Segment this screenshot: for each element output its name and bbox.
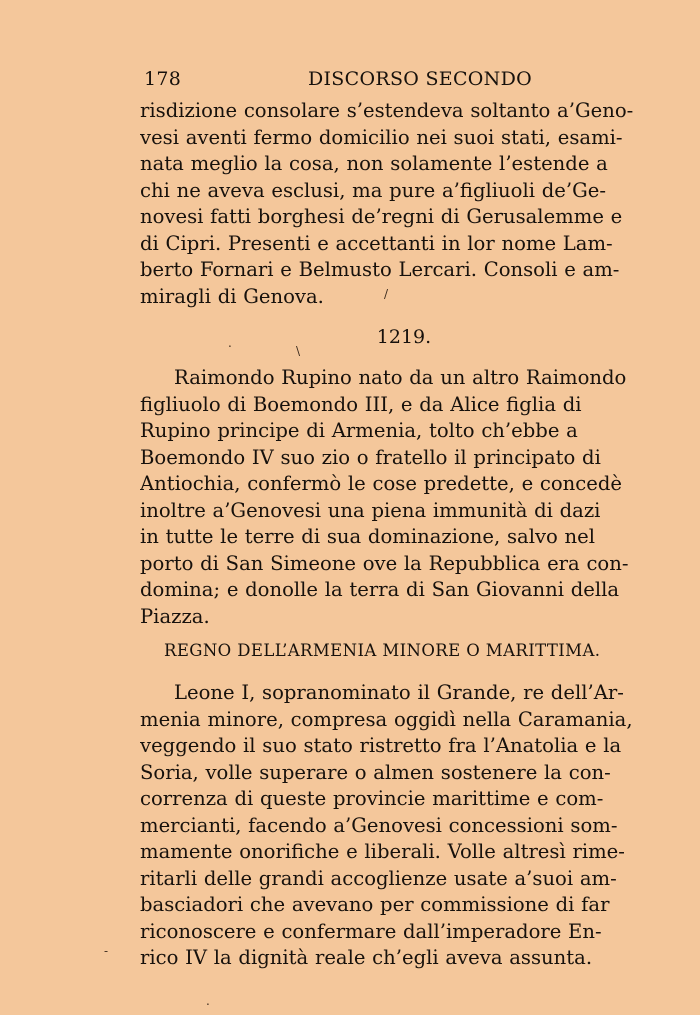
text-line: mercianti, facendo a’Genovesi concessioni som- [140,813,618,837]
text-line: risdizione consolare s’estendeva soltanto a’Geno- [140,99,634,122]
stray-ink-mark: / [384,287,389,301]
text-line: vesi aventi fermo domicilio nei suoi stati, esami- [140,125,623,149]
text-line: miragli di Genova. [140,284,324,308]
text-line: porto di San Simeone ove la Repubblica era con- [140,551,629,575]
page-header [140,68,670,96]
section-heading: REGNO DELL’ARMENIA MINORE O MARITTIMA. [164,641,601,660]
text-line: Rupino principe di Armenia, tolto ch’ebbe a [140,419,578,442]
paragraph-1 [140,98,660,310]
stray-ink-mark: \ [296,344,301,358]
text-line: mamente onorifiche e liberali. Volle altresì rime- [140,840,625,863]
text-line: ritarli delle grandi accoglienze usate a’suoi am- [140,866,617,890]
text-line: figliuolo di Boemondo III, e da Alice figlia di [140,392,582,416]
text-line: domina; e donolle la terra di San Giovanni della [140,578,620,601]
text-line: inoltre a’Genovesi una piena immunità di dazi [140,498,601,522]
text-line: basciadori che avevano per commissione di far [140,893,610,916]
text-line: nata meglio la cosa, non solamente l’estende a [140,152,608,175]
text-line: in tutte le terre di sua dominazione, salvo nel [140,525,596,548]
stray-ink-mark: . [206,994,210,1008]
text-line: menia minore, compresa oggidì nella Caramania, [140,707,633,731]
text-line: novesi fatti borghesi de’regni di Gerusalemme e [140,205,623,228]
text-line: riconoscere e confermare dall’imperadore En- [140,919,602,943]
text-line: Raimondo Rupino nato da un altro Raimondo [174,366,627,389]
paragraph-2 [140,365,660,630]
stray-ink-mark: - [104,944,109,958]
text-line: Antiochia, confermò le cose predette, e concedè [140,472,623,495]
text-line: correnza di queste provincie marittime e com- [140,787,604,810]
text-line: veggendo il suo stato ristretto fra l’Anatolia e la [140,734,622,757]
text-line: di Cipri. Presenti e accettanti in lor nome Lam- [140,231,613,255]
text-line: Boemondo IV suo zio o fratello il principato di [140,445,601,469]
page-number: 178 [144,68,182,90]
year-heading: 1219. [376,326,432,348]
text-line: Piazza. [140,604,210,628]
running-title: DISCORSO SECONDO [307,68,533,90]
text-line: berto Fornari e Belmusto Lercari. Consoli e am- [140,258,620,281]
text-line: Soria, volle superare o almen sostenere la con- [140,760,611,784]
text-line: rico IV la dignità reale ch’egli aveva assunta. [140,946,593,969]
text-line: chi ne aveva esclusi, ma pure a’figliuoli de’Ge- [140,178,606,202]
text-line: Leone I, sopranominato il Grande, re dell’Ar- [174,681,624,704]
stray-ink-mark: . [228,336,232,350]
paragraph-3 [140,680,660,972]
